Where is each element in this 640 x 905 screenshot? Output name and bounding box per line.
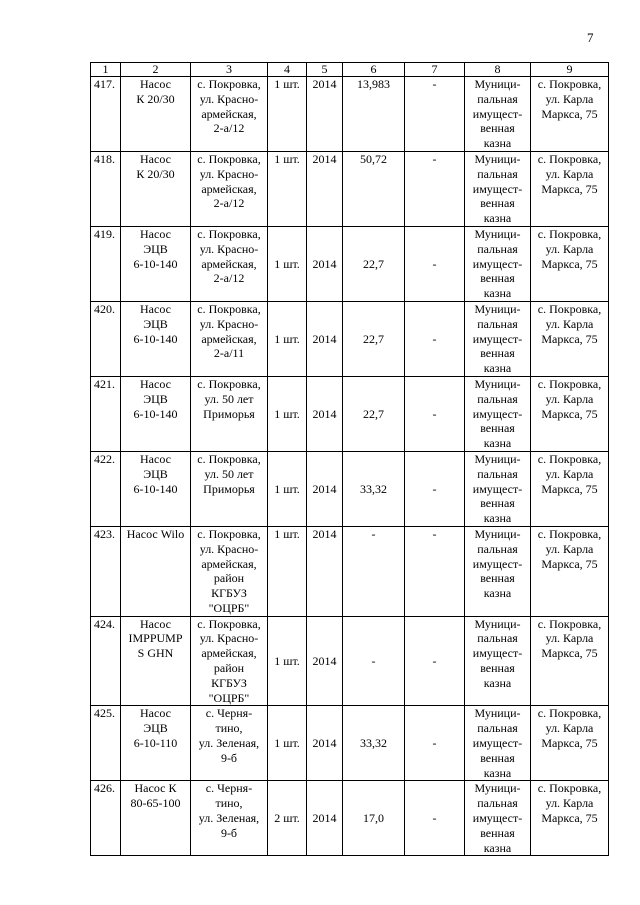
year-cell: 2014	[307, 77, 343, 152]
owner-cell-line: казна	[483, 675, 512, 690]
column-7-cell: -	[405, 616, 465, 706]
location-cell	[531, 526, 609, 616]
item-name-cell-line: Насос	[140, 616, 171, 631]
location-cell	[531, 77, 609, 152]
item-name-cell-line: Насос	[140, 706, 171, 721]
item-name-cell	[121, 376, 191, 451]
owner-cell-line: казна	[483, 136, 512, 151]
location-cell-line: с. Покровка,	[537, 781, 602, 796]
address-cell-line: армейская,	[201, 331, 257, 346]
location-cell	[531, 376, 609, 451]
address-cell-line: ул. Красно-	[199, 631, 259, 646]
address-cell-line: с. Покровка,	[197, 616, 261, 631]
item-name-cell-line: ЭЦВ	[143, 391, 168, 406]
owner-cell-line: венная	[480, 661, 515, 676]
address-cell-line: 9-б	[220, 825, 238, 840]
quantity-cell: 1 шт.	[268, 616, 307, 706]
owner-cell-line: Муници-	[474, 226, 521, 241]
location-cell-line: с. Покровка,	[537, 451, 602, 466]
owner-cell-line: пальная	[477, 466, 518, 481]
item-name-cell-line: 6-10-140	[133, 406, 178, 421]
address-cell-line: район	[213, 661, 245, 676]
table-row	[91, 226, 609, 301]
address-cell-line: 2-а/12	[213, 196, 245, 211]
location-cell-line: Маркса, 75	[541, 181, 598, 196]
owner-cell-line: пальная	[477, 166, 518, 181]
address-cell-line: ул. Красно-	[199, 316, 259, 331]
owner-cell-line: имущест-	[472, 811, 523, 826]
row-number-cell: 420.	[91, 301, 121, 376]
owner-cell-line: казна	[483, 211, 512, 226]
location-cell-line: ул. Карла	[545, 241, 594, 256]
quantity-cell: 1 шт.	[268, 526, 307, 616]
address-cell-line: тино,	[215, 721, 243, 736]
column-7-cell: -	[405, 77, 465, 152]
item-name-cell	[121, 151, 191, 226]
address-cell-line: 2-а/12	[213, 271, 245, 286]
item-name-cell	[121, 301, 191, 376]
item-name-cell	[121, 226, 191, 301]
table-row	[91, 301, 609, 376]
address-cell-line: Приморья	[203, 481, 255, 496]
quantity-cell: 1 шт.	[268, 301, 307, 376]
value-cell: 22,7	[343, 376, 405, 451]
column-number-row	[91, 63, 609, 77]
address-cell-line: с. Покровка,	[197, 451, 261, 466]
address-cell-line: ул. Красно-	[199, 241, 259, 256]
owner-cell	[465, 616, 531, 706]
table-row	[91, 376, 609, 451]
value-cell: 22,7	[343, 226, 405, 301]
address-cell-line: Приморья	[203, 406, 255, 421]
address-cell-line: с. Покровка,	[197, 376, 261, 391]
location-cell-line: с. Покровка,	[537, 226, 602, 241]
location-cell-line: ул. Карла	[545, 541, 594, 556]
year-cell: 2014	[307, 526, 343, 616]
quantity-cell: 1 шт.	[268, 151, 307, 226]
year-cell: 2014	[307, 151, 343, 226]
address-cell	[191, 526, 268, 616]
owner-cell	[465, 526, 531, 616]
item-name-cell-line: Насос	[140, 376, 171, 391]
address-cell-line: 2-а/11	[213, 346, 245, 361]
address-cell-line: 2-а/12	[213, 121, 245, 136]
owner-cell-line: пальная	[477, 391, 518, 406]
address-cell-line: "ОЦРБ"	[208, 690, 250, 705]
address-cell-line: КГБУЗ	[211, 675, 247, 690]
column-7-cell: -	[405, 706, 465, 781]
item-name-cell-line: IMPPUMP	[128, 631, 183, 646]
item-name-cell-line: Насос	[140, 77, 171, 91]
owner-cell-line: венная	[480, 421, 515, 436]
column-7-cell: -	[405, 376, 465, 451]
location-cell-line: ул. Карла	[545, 796, 594, 811]
address-cell	[191, 151, 268, 226]
item-name-cell-line: Насос	[140, 226, 171, 241]
owner-cell-line: венная	[480, 346, 515, 361]
item-name-cell-line: S GHN	[137, 646, 174, 661]
owner-cell-line: венная	[480, 196, 515, 211]
owner-cell	[465, 77, 531, 152]
address-cell-line: с. Черня-	[205, 781, 253, 796]
address-cell	[191, 616, 268, 706]
owner-cell	[465, 706, 531, 781]
col-header-5: 5	[307, 63, 343, 77]
owner-cell	[465, 376, 531, 451]
location-cell-line: Маркса, 75	[541, 481, 598, 496]
table-row	[91, 616, 609, 706]
location-cell-line: ул. Карла	[545, 391, 594, 406]
location-cell-line: с. Покровка,	[537, 77, 602, 91]
address-cell-line: ул. 50 лет	[204, 391, 254, 406]
location-cell	[531, 706, 609, 781]
address-cell-line: "ОЦРБ"	[208, 600, 250, 615]
address-cell-line: армейская,	[201, 181, 257, 196]
value-cell: -	[343, 616, 405, 706]
owner-cell-line: Муници-	[474, 526, 521, 541]
location-cell-line: с. Покровка,	[537, 616, 602, 631]
item-name-cell	[121, 77, 191, 152]
year-cell: 2014	[307, 226, 343, 301]
owner-cell-line: имущест-	[472, 331, 523, 346]
column-7-cell: -	[405, 781, 465, 856]
col-header-4: 4	[268, 63, 307, 77]
item-name-cell-line: К 20/30	[136, 166, 175, 181]
column-7-cell: -	[405, 151, 465, 226]
location-cell	[531, 781, 609, 856]
owner-cell-line: венная	[480, 571, 515, 586]
address-cell-line: армейская,	[201, 646, 257, 661]
year-cell: 2014	[307, 781, 343, 856]
owner-cell-line: пальная	[477, 721, 518, 736]
location-cell-line: с. Покровка,	[537, 376, 602, 391]
item-name-cell-line: Насос	[140, 301, 171, 316]
owner-cell	[465, 226, 531, 301]
address-cell-line: ул. Красно-	[199, 541, 259, 556]
item-name-cell-line: 80-65-100	[130, 796, 181, 811]
item-name-cell-line: Насос Wilo	[126, 526, 185, 541]
item-name-cell-line: Насос	[140, 151, 171, 166]
col-header-7: 7	[405, 63, 465, 77]
item-name-cell-line: ЭЦВ	[143, 316, 168, 331]
quantity-cell: 1 шт.	[268, 77, 307, 152]
row-number-cell: 425.	[91, 706, 121, 781]
column-7-cell: -	[405, 301, 465, 376]
location-cell-line: Маркса, 75	[541, 331, 598, 346]
address-cell-line: с. Черня-	[205, 706, 253, 721]
location-cell-line: ул. Карла	[545, 631, 594, 646]
row-number-cell: 421.	[91, 376, 121, 451]
item-name-cell	[121, 706, 191, 781]
address-cell	[191, 781, 268, 856]
quantity-cell: 2 шт.	[268, 781, 307, 856]
location-cell-line: с. Покровка,	[537, 526, 602, 541]
item-name-cell-line: ЭЦВ	[143, 241, 168, 256]
owner-cell-line: казна	[483, 765, 512, 780]
owner-cell-line: венная	[480, 496, 515, 511]
location-cell	[531, 226, 609, 301]
year-cell: 2014	[307, 616, 343, 706]
location-cell-line: ул. Карла	[545, 466, 594, 481]
year-cell: 2014	[307, 376, 343, 451]
col-header-6: 6	[343, 63, 405, 77]
col-header-9: 9	[531, 63, 609, 77]
owner-cell	[465, 151, 531, 226]
value-cell: 50,72	[343, 151, 405, 226]
location-cell-line: ул. Карла	[545, 91, 594, 106]
address-cell-line: с. Покровка,	[197, 77, 261, 91]
table-row	[91, 781, 609, 856]
owner-cell-line: казна	[483, 586, 512, 601]
location-cell-line: Маркса, 75	[541, 811, 598, 826]
owner-cell-line: имущест-	[472, 646, 523, 661]
quantity-cell: 1 шт.	[268, 706, 307, 781]
item-name-cell-line: 6-10-140	[133, 256, 178, 271]
row-number-cell: 417.	[91, 77, 121, 152]
value-cell: -	[343, 526, 405, 616]
owner-cell-line: пальная	[477, 316, 518, 331]
value-cell: 33,32	[343, 706, 405, 781]
owner-cell-line: имущест-	[472, 181, 523, 196]
owner-cell-line: пальная	[477, 631, 518, 646]
location-cell	[531, 616, 609, 706]
address-cell-line: ул. Красно-	[199, 91, 259, 106]
address-cell-line: 9-б	[220, 750, 238, 765]
owner-cell-line: пальная	[477, 796, 518, 811]
address-cell	[191, 77, 268, 152]
owner-cell-line: венная	[480, 750, 515, 765]
owner-cell-line: пальная	[477, 241, 518, 256]
item-name-cell	[121, 451, 191, 526]
row-number-cell: 426.	[91, 781, 121, 856]
owner-cell-line: казна	[483, 361, 512, 376]
location-cell-line: с. Покровка,	[537, 301, 602, 316]
address-cell	[191, 451, 268, 526]
col-header-1: 1	[91, 63, 121, 77]
owner-cell-line: имущест-	[472, 256, 523, 271]
value-cell: 17,0	[343, 781, 405, 856]
location-cell-line: Маркса, 75	[541, 556, 598, 571]
row-number-cell: 424.	[91, 616, 121, 706]
address-cell-line: ул. Красно-	[199, 166, 259, 181]
location-cell-line: с. Покровка,	[537, 151, 602, 166]
address-cell-line: армейская,	[201, 106, 257, 121]
location-cell-line: Маркса, 75	[541, 256, 598, 271]
address-cell-line: с. Покровка,	[197, 151, 261, 166]
address-cell-line: ул. 50 лет	[204, 466, 254, 481]
owner-cell-line: Муници-	[474, 451, 521, 466]
location-cell	[531, 301, 609, 376]
table-row	[91, 451, 609, 526]
quantity-cell: 1 шт.	[268, 376, 307, 451]
value-cell: 33,32	[343, 451, 405, 526]
location-cell-line: Маркса, 75	[541, 106, 598, 121]
column-7-cell: -	[405, 451, 465, 526]
owner-cell	[465, 301, 531, 376]
owner-cell-line: Муници-	[474, 376, 521, 391]
item-name-cell	[121, 781, 191, 856]
owner-cell-line: имущест-	[472, 406, 523, 421]
owner-cell-line: Муници-	[474, 77, 521, 91]
location-cell-line: ул. Карла	[545, 721, 594, 736]
address-cell	[191, 376, 268, 451]
col-header-8: 8	[465, 63, 531, 77]
property-register-table	[90, 62, 609, 856]
owner-cell-line: венная	[480, 825, 515, 840]
owner-cell-line: имущест-	[472, 736, 523, 751]
item-name-cell-line: 6-10-140	[133, 331, 178, 346]
item-name-cell-line: Насос	[140, 451, 171, 466]
item-name-cell	[121, 526, 191, 616]
location-cell	[531, 451, 609, 526]
address-cell-line: тино,	[215, 796, 243, 811]
address-cell	[191, 706, 268, 781]
location-cell-line: ул. Карла	[545, 316, 594, 331]
table-row	[91, 151, 609, 226]
location-cell-line: ул. Карла	[545, 166, 594, 181]
row-number-cell: 422.	[91, 451, 121, 526]
location-cell-line: с. Покровка,	[537, 706, 602, 721]
value-cell: 13,983	[343, 77, 405, 152]
owner-cell-line: имущест-	[472, 481, 523, 496]
quantity-cell: 1 шт.	[268, 226, 307, 301]
item-name-cell	[121, 616, 191, 706]
owner-cell-line: Муници-	[474, 301, 521, 316]
page-number: 7	[587, 30, 594, 45]
column-7-cell: -	[405, 226, 465, 301]
address-cell-line: район	[213, 571, 245, 586]
owner-cell	[465, 781, 531, 856]
item-name-cell-line: 6-10-110	[133, 736, 178, 751]
owner-cell-line: Муници-	[474, 706, 521, 721]
row-number-cell: 418.	[91, 151, 121, 226]
row-number-cell: 419.	[91, 226, 121, 301]
table-row	[91, 706, 609, 781]
address-cell-line: армейская,	[201, 556, 257, 571]
owner-cell-line: имущест-	[472, 556, 523, 571]
owner-cell-line: Муници-	[474, 616, 521, 631]
owner-cell-line: казна	[483, 436, 512, 451]
quantity-cell: 1 шт.	[268, 451, 307, 526]
owner-cell-line: казна	[483, 511, 512, 526]
owner-cell-line: Муници-	[474, 781, 521, 796]
address-cell-line: ул. Зеленая,	[198, 811, 260, 826]
location-cell-line: Маркса, 75	[541, 736, 598, 751]
owner-cell-line: пальная	[477, 541, 518, 556]
owner-cell	[465, 451, 531, 526]
address-cell-line: с. Покровка,	[197, 526, 261, 541]
address-cell-line: ул. Зеленая,	[198, 736, 260, 751]
address-cell-line: с. Покровка,	[197, 301, 261, 316]
item-name-cell-line: 6-10-140	[133, 481, 178, 496]
owner-cell-line: казна	[483, 286, 512, 301]
year-cell: 2014	[307, 451, 343, 526]
item-name-cell-line: ЭЦВ	[143, 721, 168, 736]
year-cell: 2014	[307, 706, 343, 781]
item-name-cell-line: Насос К	[134, 781, 177, 796]
col-header-2: 2	[121, 63, 191, 77]
owner-cell-line: казна	[483, 840, 512, 855]
location-cell-line: Маркса, 75	[541, 406, 598, 421]
value-cell: 22,7	[343, 301, 405, 376]
address-cell	[191, 301, 268, 376]
table-row	[91, 526, 609, 616]
address-cell-line: армейская,	[201, 256, 257, 271]
address-cell-line: с. Покровка,	[197, 226, 261, 241]
owner-cell-line: имущест-	[472, 106, 523, 121]
location-cell-line: Маркса, 75	[541, 646, 598, 661]
year-cell: 2014	[307, 301, 343, 376]
address-cell-line: КГБУЗ	[211, 586, 247, 601]
column-7-cell: -	[405, 526, 465, 616]
owner-cell-line: Муници-	[474, 151, 521, 166]
row-number-cell: 423.	[91, 526, 121, 616]
address-cell	[191, 226, 268, 301]
owner-cell-line: пальная	[477, 91, 518, 106]
table-row	[91, 77, 609, 152]
col-header-3: 3	[191, 63, 268, 77]
location-cell	[531, 151, 609, 226]
item-name-cell-line: К 20/30	[136, 91, 175, 106]
owner-cell-line: венная	[480, 271, 515, 286]
owner-cell-line: венная	[480, 121, 515, 136]
item-name-cell-line: ЭЦВ	[143, 466, 168, 481]
